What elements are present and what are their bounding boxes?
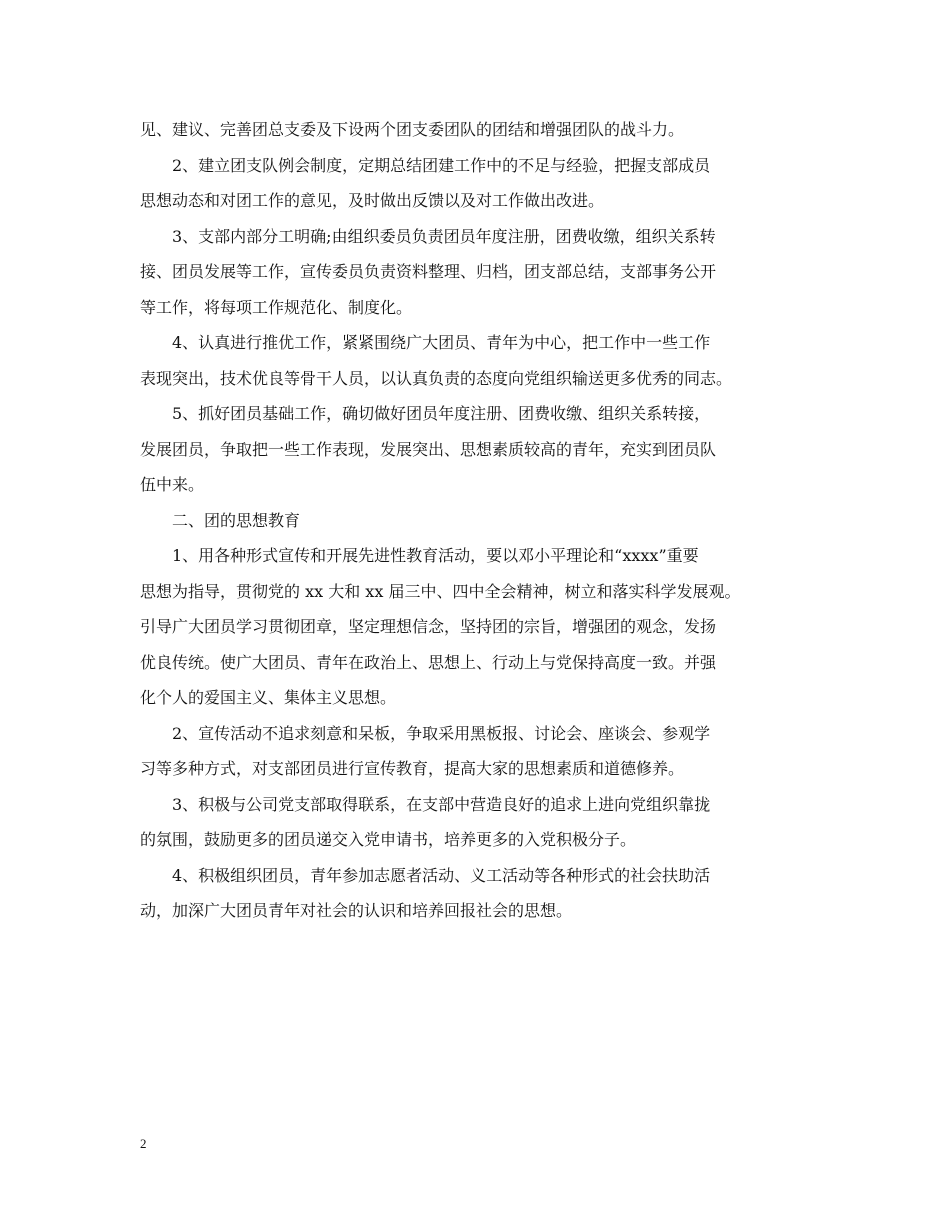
text-line: 3、积极与公司党支部取得联系，在支部中营造良好的追求上进向党组织靠拢	[172, 794, 711, 814]
page-number: 2	[140, 1136, 147, 1151]
text-line: 接、团员发展等工作，宣传委员负责资料整理、归档，团支部总结，支部事务公开	[140, 262, 717, 281]
text-line: 4、认真进行推优工作，紧紧围绕广大团员、青年为中心，把工作中一些工作	[172, 333, 711, 352]
text-line: 2、建立团支队例会制度，定期总结团建工作中的不足与经验，把握支部成员	[172, 155, 711, 175]
text-line: 等工作，将每项工作规范化、制度化。	[140, 297, 413, 317]
text-line: 见、建议、完善团总支委及下设两个团支委团队的团结和增强团队的战斗力。	[140, 120, 685, 139]
text-line: 动，加深广大团员青年对社会的认识和培养回报社会的思想。	[140, 901, 573, 920]
text-line: 5、抓好团员基础工作，确切做好团员年度注册、团费收缴、组织关系转接，	[172, 404, 711, 423]
text-line: 化个人的爱国主义、集体主义思想。	[140, 688, 397, 707]
text-line: 优良传统。使广大团员、青年在政治上、思想上、行动上与党保持高度一致。并强	[140, 652, 717, 672]
text-line: 引导广大团员学习贯彻团章，坚定理想信念，坚持团的宗旨，增强团的观念，发扬	[140, 617, 717, 636]
text-line: 发展团员，争取把一些工作表现，发展突出、思想素质较高的青年，充实到团员队	[140, 439, 717, 459]
document-body	[140, 112, 820, 929]
text-line: 4、积极组织团员，青年参加志愿者活动、义工活动等各种形式的社会扶助活	[172, 865, 711, 885]
text-line: 习等多种方式，对支部团员进行宣传教育，提高大家的思想素质和道德修养。	[140, 759, 685, 778]
text-line: 3、支部内部分工明确;由组织委员负责团员年度注册，团费收缴，组织关系转	[172, 226, 716, 246]
text-line: 伍中来。	[140, 475, 205, 494]
text-line: 2、宣传活动不追求刻意和呆板，争取采用黑板报、讨论会、座谈会、参观学	[172, 723, 711, 743]
text-line: 思想动态和对团工作的意见，及时做出反馈以及对工作做出改进。	[140, 191, 605, 210]
text-line: 1、用各种形式宣传和开展先进性教育活动，要以邓小平理论和“xxxx”重要	[172, 546, 699, 565]
text-line: 表现突出，技术优良等骨干人员，以认真负责的态度向党组织输送更多优秀的同志。	[140, 368, 733, 388]
text-line: 的氛围，鼓励更多的团员递交入党申请书，培养更多的入党积极分子。	[140, 830, 637, 849]
text-line: 思想为指导，贯彻党的 xx 大和 xx 届三中、四中全会精神，树立和落实科学发展观。	[140, 581, 741, 601]
section-heading: 二、团的思想教育	[172, 510, 301, 530]
